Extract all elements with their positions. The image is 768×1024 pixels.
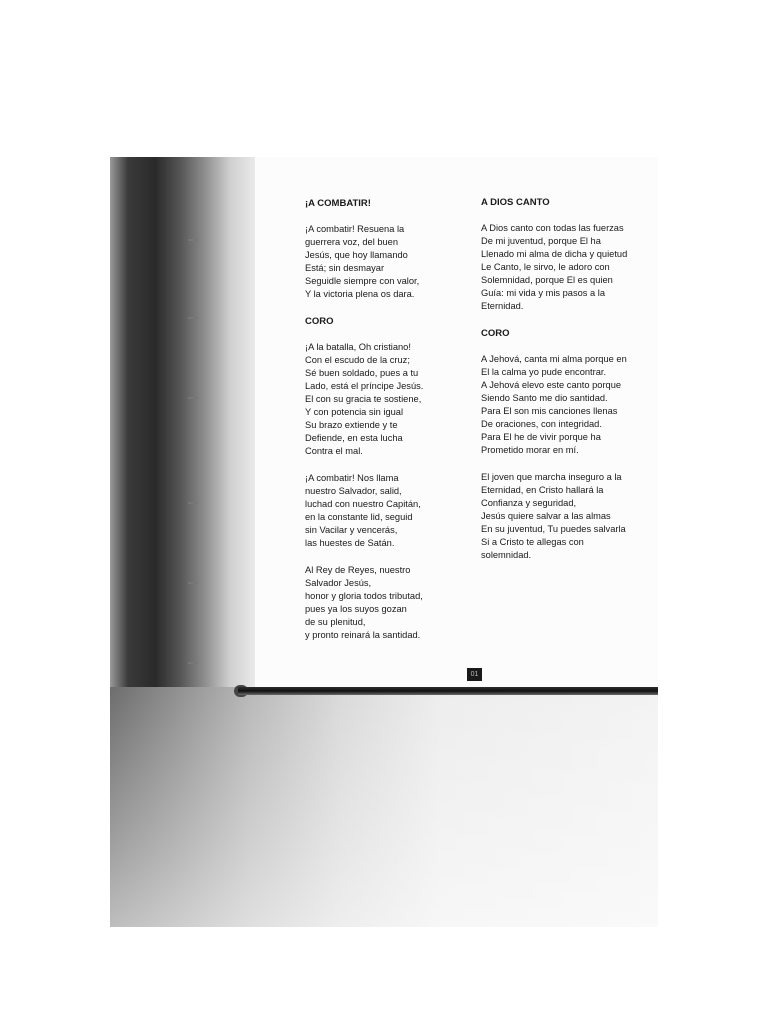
verse-line: Para El he de vivir porque ha [481, 432, 601, 442]
right-column [481, 196, 656, 576]
verse-line: En su juventud, Tu puedes salvarla [481, 524, 626, 534]
verse-line: luchad con nuestro Capitán, [305, 499, 421, 509]
verse-line: El la calma yo pude encontrar. [481, 367, 607, 377]
chorus [305, 341, 465, 458]
chorus [481, 353, 656, 457]
verse-line: de su plenitud, [305, 617, 366, 627]
verse-line: Y con potencia sin igual [305, 407, 404, 417]
verse-line: Para El son mis canciones llenas [481, 406, 618, 416]
verse-line: A Jehová elevo este canto porque [481, 380, 622, 390]
verse-line: Si a Cristo te allegas con [481, 537, 584, 547]
verse-line: sin Vacilar y vencerás, [305, 525, 398, 535]
verse-line: Salvador Jesús, [305, 578, 372, 588]
verse-line: Jesús quiere salvar a las almas [481, 511, 611, 521]
chorus-heading: CORO [305, 316, 334, 327]
verse-line: Está; sin desmayar [305, 263, 385, 273]
left-column [305, 197, 465, 656]
verse-line: las huestes de Satán. [305, 538, 395, 548]
chorus-heading: CORO [481, 328, 510, 339]
verse-line: pues ya los suyos gozan [305, 604, 407, 614]
verse-line: Eternidad, en Cristo hallará la [481, 485, 604, 495]
hymn-title-a-dios-canto: A DIOS CANTO [481, 197, 550, 208]
verse-line: Lado, está el príncipe Jesús. [305, 381, 424, 391]
page-number: 01 [467, 668, 482, 681]
verse-line: Jesús, que hoy llamando [305, 250, 408, 260]
verse-line: Le Canto, le sirvo, le adoro con [481, 262, 610, 272]
stanza [305, 564, 465, 642]
verse-line: ¡A combatir! Nos llama [305, 473, 399, 483]
verse-line: Confianza y seguridad, [481, 498, 577, 508]
verse-line: en la constante lid, seguid [305, 512, 413, 522]
verse-line: Al Rey de Reyes, nuestro [305, 565, 411, 575]
verse-line: honor y gloria todos tributad, [305, 591, 423, 601]
verse-line: nuestro Salvador, salid, [305, 486, 402, 496]
verse-line: guerrera voz, del buen [305, 237, 399, 247]
stanza [305, 223, 465, 301]
verse-line: ¡A la batalla, Oh cristiano! [305, 342, 411, 352]
verse-line: Y la victoria plena os dara. [305, 289, 415, 299]
verse-line: solemnidad. [481, 550, 532, 560]
stanza [481, 471, 656, 562]
verse-line: De oraciones, con integridad. [481, 419, 602, 429]
stanza [481, 222, 656, 313]
verse-line: A Dios canto con todas las fuerzas [481, 223, 624, 233]
verse-line: A Jehová, canta mi alma porque en [481, 354, 627, 364]
verse-line: Sé buen soldado, pues a tu [305, 368, 419, 378]
verse-line: Eternidad. [481, 301, 524, 311]
verse-line: Solemnidad, porque El es quien [481, 275, 613, 285]
verse-line: Siendo Santo me dio santidad. [481, 393, 608, 403]
verse-line: ¡A combatir! Resuena la [305, 224, 405, 234]
lower-shadow [110, 687, 658, 927]
verse-line: Prometido morar en mí. [481, 445, 579, 455]
verse-line: y pronto reinará la santidad. [305, 630, 421, 640]
verse-line: Llenado mi alma de dicha y quietud [481, 249, 628, 259]
verse-line: Guía: mi vida y mis pasos a la [481, 288, 606, 298]
hymn-title-a-combatir: ¡A COMBATIR! [305, 198, 371, 209]
verse-line: El con su gracia te sostiene, [305, 394, 422, 404]
verse-line: Contra el mal. [305, 446, 363, 456]
verse-line: Con el escudo de la cruz; [305, 355, 410, 365]
verse-line: Defiende, en esta lucha [305, 433, 403, 443]
verse-line: De mi juventud, porque El ha [481, 236, 601, 246]
page-bottom-edge [238, 687, 658, 695]
verse-line: Su brazo extiende y te [305, 420, 398, 430]
verse-line: El joven que marcha inseguro a la [481, 472, 622, 482]
stanza [305, 472, 465, 550]
verse-line: Seguidle siempre con valor, [305, 276, 420, 286]
